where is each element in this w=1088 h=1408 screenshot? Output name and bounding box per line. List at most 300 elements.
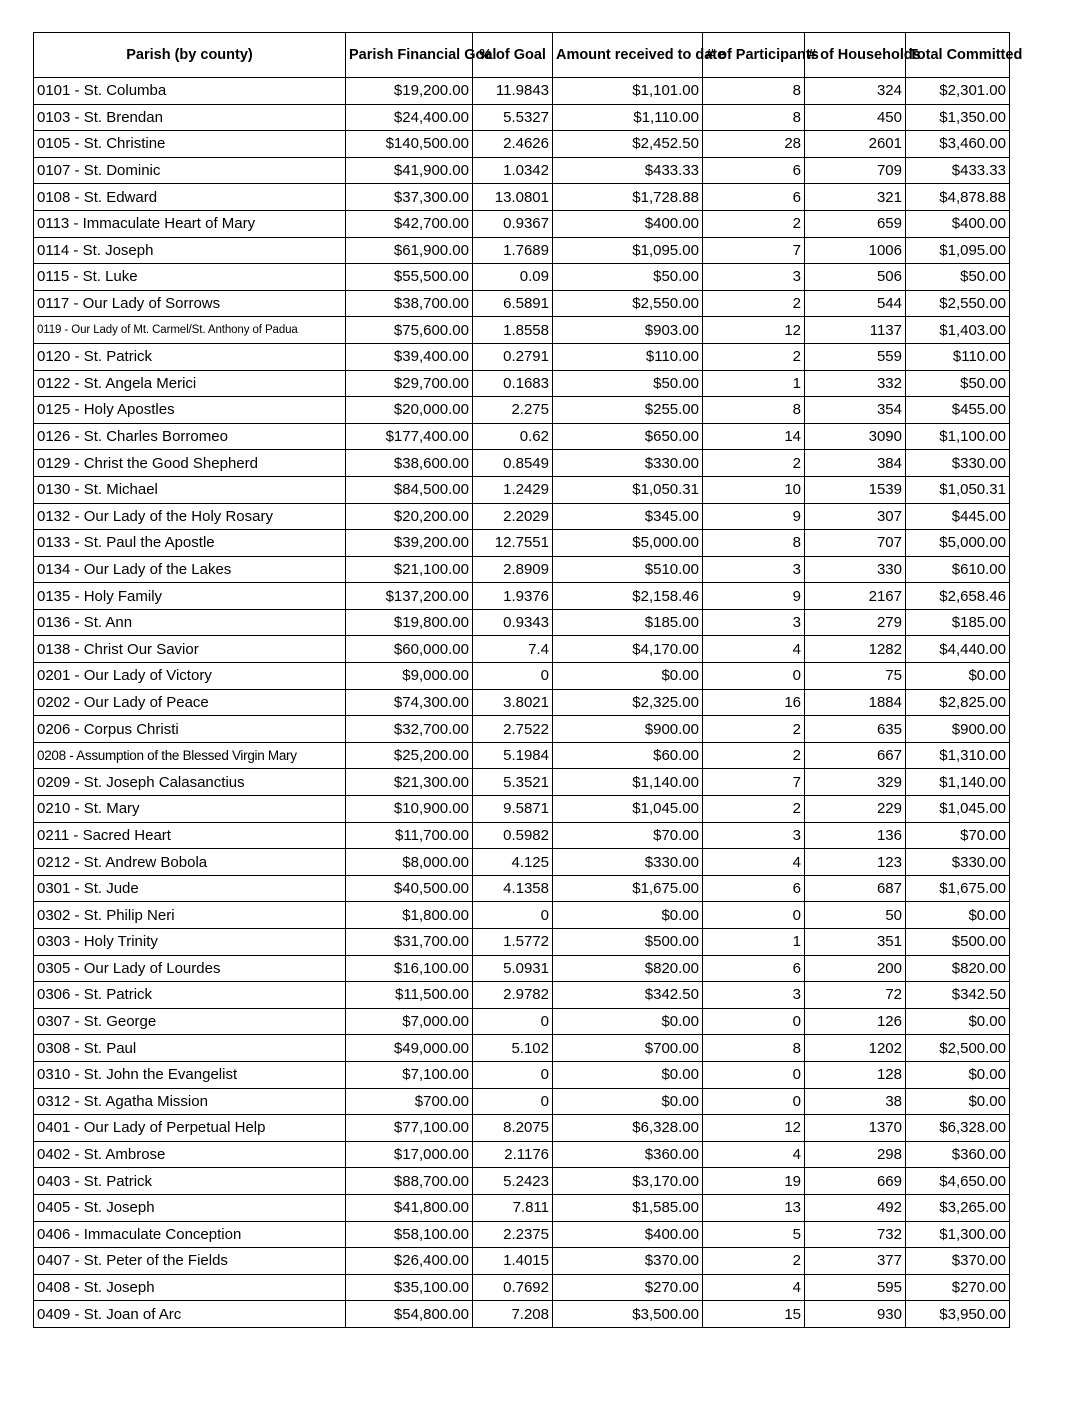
cell-participants: 8 bbox=[703, 78, 805, 105]
cell-amount-received: $50.00 bbox=[553, 370, 703, 397]
cell-participants: 0 bbox=[703, 1061, 805, 1088]
cell-parish-name: 0408 - St. Joseph bbox=[34, 1274, 346, 1301]
cell-financial-goal: $140,500.00 bbox=[346, 131, 473, 158]
table-row bbox=[34, 769, 1010, 796]
cell-amount-received: $510.00 bbox=[553, 556, 703, 583]
cell-amount-received: $1,095.00 bbox=[553, 237, 703, 264]
cell-participants: 4 bbox=[703, 1274, 805, 1301]
cell-total-committed: $70.00 bbox=[906, 822, 1010, 849]
cell-parish-name: 0103 - St. Brendan bbox=[34, 104, 346, 131]
cell-financial-goal: $29,700.00 bbox=[346, 370, 473, 397]
cell-participants: 15 bbox=[703, 1301, 805, 1328]
cell-total-committed: $1,310.00 bbox=[906, 742, 1010, 769]
cell-total-committed: $0.00 bbox=[906, 902, 1010, 929]
cell-pct-of-goal: 5.1984 bbox=[473, 742, 553, 769]
cell-households: 75 bbox=[805, 663, 906, 690]
table-row bbox=[34, 184, 1010, 211]
cell-amount-received: $0.00 bbox=[553, 663, 703, 690]
cell-parish-name: 0130 - St. Michael bbox=[34, 476, 346, 503]
cell-pct-of-goal: 2.8909 bbox=[473, 556, 553, 583]
cell-participants: 3 bbox=[703, 556, 805, 583]
cell-amount-received: $5,000.00 bbox=[553, 530, 703, 557]
cell-pct-of-goal: 1.2429 bbox=[473, 476, 553, 503]
cell-parish-name: 0136 - St. Ann bbox=[34, 609, 346, 636]
cell-total-committed: $2,301.00 bbox=[906, 78, 1010, 105]
cell-financial-goal: $41,900.00 bbox=[346, 157, 473, 184]
cell-total-committed: $6,328.00 bbox=[906, 1115, 1010, 1142]
cell-pct-of-goal: 5.5327 bbox=[473, 104, 553, 131]
table-row bbox=[34, 556, 1010, 583]
table-row bbox=[34, 849, 1010, 876]
cell-parish-name: 0212 - St. Andrew Bobola bbox=[34, 849, 346, 876]
cell-households: 354 bbox=[805, 397, 906, 424]
cell-households: 351 bbox=[805, 929, 906, 956]
cell-amount-received: $1,101.00 bbox=[553, 78, 703, 105]
cell-parish-name: 0119 - Our Lady of Mt. Carmel/St. Anthony of Padua bbox=[34, 317, 346, 344]
cell-parish-name: 0134 - Our Lady of the Lakes bbox=[34, 556, 346, 583]
cell-total-committed: $900.00 bbox=[906, 716, 1010, 743]
cell-households: 709 bbox=[805, 157, 906, 184]
table-row bbox=[34, 929, 1010, 956]
cell-households: 595 bbox=[805, 1274, 906, 1301]
table-row bbox=[34, 1248, 1010, 1275]
header-total-committed: Total Committed bbox=[906, 33, 1010, 78]
cell-financial-goal: $17,000.00 bbox=[346, 1141, 473, 1168]
cell-participants: 2 bbox=[703, 290, 805, 317]
table-body bbox=[34, 78, 1010, 1328]
cell-households: 38 bbox=[805, 1088, 906, 1115]
cell-pct-of-goal: 0.9343 bbox=[473, 609, 553, 636]
cell-participants: 0 bbox=[703, 663, 805, 690]
cell-amount-received: $1,728.88 bbox=[553, 184, 703, 211]
table-row bbox=[34, 157, 1010, 184]
cell-parish-name: 0120 - St. Patrick bbox=[34, 343, 346, 370]
cell-parish-name: 0113 - Immaculate Heart of Mary bbox=[34, 210, 346, 237]
cell-amount-received: $0.00 bbox=[553, 902, 703, 929]
cell-pct-of-goal: 1.9376 bbox=[473, 583, 553, 610]
cell-financial-goal: $1,800.00 bbox=[346, 902, 473, 929]
cell-amount-received: $60.00 bbox=[553, 742, 703, 769]
cell-total-committed: $3,460.00 bbox=[906, 131, 1010, 158]
cell-total-committed: $445.00 bbox=[906, 503, 1010, 530]
table-row bbox=[34, 1008, 1010, 1035]
cell-financial-goal: $61,900.00 bbox=[346, 237, 473, 264]
cell-amount-received: $1,140.00 bbox=[553, 769, 703, 796]
table-row bbox=[34, 636, 1010, 663]
cell-parish-name: 0114 - St. Joseph bbox=[34, 237, 346, 264]
cell-pct-of-goal: 1.8558 bbox=[473, 317, 553, 344]
cell-total-committed: $2,500.00 bbox=[906, 1035, 1010, 1062]
cell-amount-received: $2,452.50 bbox=[553, 131, 703, 158]
cell-financial-goal: $54,800.00 bbox=[346, 1301, 473, 1328]
cell-participants: 3 bbox=[703, 609, 805, 636]
cell-financial-goal: $9,000.00 bbox=[346, 663, 473, 690]
cell-parish-name: 0409 - St. Joan of Arc bbox=[34, 1301, 346, 1328]
table-row bbox=[34, 822, 1010, 849]
cell-participants: 3 bbox=[703, 822, 805, 849]
cell-pct-of-goal: 0.9367 bbox=[473, 210, 553, 237]
cell-participants: 19 bbox=[703, 1168, 805, 1195]
cell-total-committed: $330.00 bbox=[906, 849, 1010, 876]
cell-participants: 9 bbox=[703, 583, 805, 610]
table-row bbox=[34, 290, 1010, 317]
cell-financial-goal: $37,300.00 bbox=[346, 184, 473, 211]
cell-pct-of-goal: 0.7692 bbox=[473, 1274, 553, 1301]
cell-pct-of-goal: 11.9843 bbox=[473, 78, 553, 105]
cell-participants: 4 bbox=[703, 849, 805, 876]
cell-total-committed: $500.00 bbox=[906, 929, 1010, 956]
cell-parish-name: 0402 - St. Ambrose bbox=[34, 1141, 346, 1168]
cell-total-committed: $110.00 bbox=[906, 343, 1010, 370]
table-row bbox=[34, 104, 1010, 131]
cell-pct-of-goal: 0.62 bbox=[473, 423, 553, 450]
table-row bbox=[34, 796, 1010, 823]
cell-total-committed: $3,950.00 bbox=[906, 1301, 1010, 1328]
cell-pct-of-goal: 0.1683 bbox=[473, 370, 553, 397]
cell-parish-name: 0306 - St. Patrick bbox=[34, 982, 346, 1009]
cell-pct-of-goal: 0 bbox=[473, 1088, 553, 1115]
cell-pct-of-goal: 2.2029 bbox=[473, 503, 553, 530]
cell-pct-of-goal: 7.4 bbox=[473, 636, 553, 663]
cell-participants: 2 bbox=[703, 210, 805, 237]
cell-participants: 2 bbox=[703, 716, 805, 743]
cell-amount-received: $0.00 bbox=[553, 1061, 703, 1088]
cell-total-committed: $2,825.00 bbox=[906, 689, 1010, 716]
cell-amount-received: $700.00 bbox=[553, 1035, 703, 1062]
cell-parish-name: 0108 - St. Edward bbox=[34, 184, 346, 211]
cell-households: 1137 bbox=[805, 317, 906, 344]
header-participants: # of Participants bbox=[703, 33, 805, 78]
cell-parish-name: 0208 - Assumption of the Blessed Virgin Mary bbox=[34, 742, 346, 769]
cell-pct-of-goal: 0.5982 bbox=[473, 822, 553, 849]
cell-total-committed: $5,000.00 bbox=[906, 530, 1010, 557]
cell-parish-name: 0115 - St. Luke bbox=[34, 264, 346, 291]
parish-financial-table bbox=[33, 32, 1023, 1328]
cell-pct-of-goal: 0 bbox=[473, 902, 553, 929]
cell-total-committed: $50.00 bbox=[906, 264, 1010, 291]
cell-financial-goal: $38,600.00 bbox=[346, 450, 473, 477]
cell-total-committed: $4,878.88 bbox=[906, 184, 1010, 211]
cell-amount-received: $185.00 bbox=[553, 609, 703, 636]
cell-households: 1282 bbox=[805, 636, 906, 663]
cell-participants: 8 bbox=[703, 397, 805, 424]
cell-pct-of-goal: 5.0931 bbox=[473, 955, 553, 982]
cell-total-committed: $185.00 bbox=[906, 609, 1010, 636]
cell-financial-goal: $21,100.00 bbox=[346, 556, 473, 583]
table-row bbox=[34, 1221, 1010, 1248]
cell-participants: 6 bbox=[703, 184, 805, 211]
cell-pct-of-goal: 9.5871 bbox=[473, 796, 553, 823]
cell-financial-goal: $49,000.00 bbox=[346, 1035, 473, 1062]
cell-parish-name: 0101 - St. Columba bbox=[34, 78, 346, 105]
cell-participants: 4 bbox=[703, 1141, 805, 1168]
cell-pct-of-goal: 12.7551 bbox=[473, 530, 553, 557]
cell-pct-of-goal: 2.4626 bbox=[473, 131, 553, 158]
cell-pct-of-goal: 7.811 bbox=[473, 1194, 553, 1221]
cell-financial-goal: $40,500.00 bbox=[346, 875, 473, 902]
cell-pct-of-goal: 0 bbox=[473, 1061, 553, 1088]
cell-financial-goal: $16,100.00 bbox=[346, 955, 473, 982]
cell-participants: 2 bbox=[703, 450, 805, 477]
cell-participants: 0 bbox=[703, 902, 805, 929]
cell-parish-name: 0307 - St. George bbox=[34, 1008, 346, 1035]
cell-parish-name: 0301 - St. Jude bbox=[34, 875, 346, 902]
cell-amount-received: $1,585.00 bbox=[553, 1194, 703, 1221]
cell-financial-goal: $84,500.00 bbox=[346, 476, 473, 503]
cell-households: 635 bbox=[805, 716, 906, 743]
cell-total-committed: $330.00 bbox=[906, 450, 1010, 477]
cell-participants: 13 bbox=[703, 1194, 805, 1221]
cell-amount-received: $50.00 bbox=[553, 264, 703, 291]
cell-financial-goal: $10,900.00 bbox=[346, 796, 473, 823]
cell-parish-name: 0407 - St. Peter of the Fields bbox=[34, 1248, 346, 1275]
cell-financial-goal: $75,600.00 bbox=[346, 317, 473, 344]
cell-parish-name: 0403 - St. Patrick bbox=[34, 1168, 346, 1195]
cell-financial-goal: $41,800.00 bbox=[346, 1194, 473, 1221]
table-row bbox=[34, 1274, 1010, 1301]
cell-financial-goal: $11,500.00 bbox=[346, 982, 473, 1009]
cell-households: 330 bbox=[805, 556, 906, 583]
cell-pct-of-goal: 0 bbox=[473, 1008, 553, 1035]
cell-amount-received: $650.00 bbox=[553, 423, 703, 450]
cell-amount-received: $820.00 bbox=[553, 955, 703, 982]
cell-amount-received: $1,050.31 bbox=[553, 476, 703, 503]
table-row bbox=[34, 1035, 1010, 1062]
cell-total-committed: $4,650.00 bbox=[906, 1168, 1010, 1195]
cell-financial-goal: $74,300.00 bbox=[346, 689, 473, 716]
table-row bbox=[34, 742, 1010, 769]
cell-amount-received: $330.00 bbox=[553, 849, 703, 876]
cell-financial-goal: $8,000.00 bbox=[346, 849, 473, 876]
cell-households: 136 bbox=[805, 822, 906, 849]
cell-pct-of-goal: 3.8021 bbox=[473, 689, 553, 716]
cell-amount-received: $900.00 bbox=[553, 716, 703, 743]
cell-amount-received: $903.00 bbox=[553, 317, 703, 344]
cell-pct-of-goal: 4.125 bbox=[473, 849, 553, 876]
cell-parish-name: 0202 - Our Lady of Peace bbox=[34, 689, 346, 716]
cell-pct-of-goal: 2.9782 bbox=[473, 982, 553, 1009]
cell-parish-name: 0405 - St. Joseph bbox=[34, 1194, 346, 1221]
cell-pct-of-goal: 1.5772 bbox=[473, 929, 553, 956]
cell-financial-goal: $11,700.00 bbox=[346, 822, 473, 849]
cell-amount-received: $6,328.00 bbox=[553, 1115, 703, 1142]
cell-total-committed: $433.33 bbox=[906, 157, 1010, 184]
cell-participants: 8 bbox=[703, 1035, 805, 1062]
cell-financial-goal: $60,000.00 bbox=[346, 636, 473, 663]
table-row bbox=[34, 131, 1010, 158]
cell-pct-of-goal: 7.208 bbox=[473, 1301, 553, 1328]
cell-pct-of-goal: 5.3521 bbox=[473, 769, 553, 796]
cell-financial-goal: $31,700.00 bbox=[346, 929, 473, 956]
cell-participants: 6 bbox=[703, 955, 805, 982]
cell-participants: 16 bbox=[703, 689, 805, 716]
cell-participants: 1 bbox=[703, 370, 805, 397]
cell-parish-name: 0303 - Holy Trinity bbox=[34, 929, 346, 956]
cell-households: 687 bbox=[805, 875, 906, 902]
table-row bbox=[34, 264, 1010, 291]
cell-financial-goal: $19,800.00 bbox=[346, 609, 473, 636]
table-row bbox=[34, 663, 1010, 690]
cell-parish-name: 0310 - St. John the Evangelist bbox=[34, 1061, 346, 1088]
cell-total-committed: $1,300.00 bbox=[906, 1221, 1010, 1248]
cell-households: 229 bbox=[805, 796, 906, 823]
cell-households: 3090 bbox=[805, 423, 906, 450]
cell-parish-name: 0406 - Immaculate Conception bbox=[34, 1221, 346, 1248]
table-row bbox=[34, 343, 1010, 370]
cell-total-committed: $0.00 bbox=[906, 663, 1010, 690]
table-row bbox=[34, 982, 1010, 1009]
cell-participants: 7 bbox=[703, 769, 805, 796]
cell-total-committed: $0.00 bbox=[906, 1061, 1010, 1088]
cell-participants: 8 bbox=[703, 104, 805, 131]
cell-pct-of-goal: 5.102 bbox=[473, 1035, 553, 1062]
cell-parish-name: 0138 - Christ Our Savior bbox=[34, 636, 346, 663]
cell-financial-goal: $38,700.00 bbox=[346, 290, 473, 317]
cell-households: 1006 bbox=[805, 237, 906, 264]
cell-households: 707 bbox=[805, 530, 906, 557]
cell-amount-received: $4,170.00 bbox=[553, 636, 703, 663]
cell-financial-goal: $35,100.00 bbox=[346, 1274, 473, 1301]
cell-participants: 0 bbox=[703, 1088, 805, 1115]
cell-households: 307 bbox=[805, 503, 906, 530]
table-row bbox=[34, 423, 1010, 450]
cell-households: 669 bbox=[805, 1168, 906, 1195]
cell-households: 72 bbox=[805, 982, 906, 1009]
cell-participants: 28 bbox=[703, 131, 805, 158]
header-row bbox=[34, 33, 1010, 78]
header-amount-received: Amount received to date bbox=[553, 33, 703, 78]
cell-participants: 10 bbox=[703, 476, 805, 503]
header-households: # of Households bbox=[805, 33, 906, 78]
cell-total-committed: $1,403.00 bbox=[906, 317, 1010, 344]
table-row bbox=[34, 1061, 1010, 1088]
cell-households: 1370 bbox=[805, 1115, 906, 1142]
cell-financial-goal: $20,000.00 bbox=[346, 397, 473, 424]
cell-households: 50 bbox=[805, 902, 906, 929]
cell-households: 732 bbox=[805, 1221, 906, 1248]
table-row bbox=[34, 955, 1010, 982]
table-row bbox=[34, 397, 1010, 424]
cell-participants: 5 bbox=[703, 1221, 805, 1248]
cell-total-committed: $342.50 bbox=[906, 982, 1010, 1009]
cell-pct-of-goal: 1.0342 bbox=[473, 157, 553, 184]
cell-households: 384 bbox=[805, 450, 906, 477]
cell-pct-of-goal: 0.8549 bbox=[473, 450, 553, 477]
cell-total-committed: $820.00 bbox=[906, 955, 1010, 982]
cell-participants: 8 bbox=[703, 530, 805, 557]
cell-households: 324 bbox=[805, 78, 906, 105]
cell-households: 123 bbox=[805, 849, 906, 876]
cell-participants: 14 bbox=[703, 423, 805, 450]
table-row bbox=[34, 902, 1010, 929]
cell-participants: 6 bbox=[703, 875, 805, 902]
cell-amount-received: $330.00 bbox=[553, 450, 703, 477]
cell-total-committed: $2,550.00 bbox=[906, 290, 1010, 317]
cell-parish-name: 0107 - St. Dominic bbox=[34, 157, 346, 184]
cell-parish-name: 0305 - Our Lady of Lourdes bbox=[34, 955, 346, 982]
cell-parish-name: 0135 - Holy Family bbox=[34, 583, 346, 610]
table-row bbox=[34, 1141, 1010, 1168]
cell-participants: 7 bbox=[703, 237, 805, 264]
cell-households: 506 bbox=[805, 264, 906, 291]
cell-households: 544 bbox=[805, 290, 906, 317]
cell-total-committed: $270.00 bbox=[906, 1274, 1010, 1301]
cell-participants: 2 bbox=[703, 742, 805, 769]
cell-financial-goal: $32,700.00 bbox=[346, 716, 473, 743]
cell-total-committed: $3,265.00 bbox=[906, 1194, 1010, 1221]
table-row bbox=[34, 530, 1010, 557]
table-row bbox=[34, 476, 1010, 503]
cell-pct-of-goal: 0 bbox=[473, 663, 553, 690]
cell-pct-of-goal: 4.1358 bbox=[473, 875, 553, 902]
table-row bbox=[34, 1194, 1010, 1221]
cell-financial-goal: $700.00 bbox=[346, 1088, 473, 1115]
cell-amount-received: $1,675.00 bbox=[553, 875, 703, 902]
cell-pct-of-goal: 1.4015 bbox=[473, 1248, 553, 1275]
cell-participants: 3 bbox=[703, 264, 805, 291]
cell-financial-goal: $39,400.00 bbox=[346, 343, 473, 370]
cell-households: 559 bbox=[805, 343, 906, 370]
cell-households: 200 bbox=[805, 955, 906, 982]
table-row bbox=[34, 1088, 1010, 1115]
table-row bbox=[34, 716, 1010, 743]
cell-financial-goal: $177,400.00 bbox=[346, 423, 473, 450]
cell-pct-of-goal: 5.2423 bbox=[473, 1168, 553, 1195]
cell-parish-name: 0308 - St. Paul bbox=[34, 1035, 346, 1062]
cell-households: 279 bbox=[805, 609, 906, 636]
cell-parish-name: 0125 - Holy Apostles bbox=[34, 397, 346, 424]
table-row bbox=[34, 1115, 1010, 1142]
cell-pct-of-goal: 8.2075 bbox=[473, 1115, 553, 1142]
table-row bbox=[34, 1168, 1010, 1195]
cell-total-committed: $4,440.00 bbox=[906, 636, 1010, 663]
cell-households: 2167 bbox=[805, 583, 906, 610]
cell-parish-name: 0211 - Sacred Heart bbox=[34, 822, 346, 849]
cell-parish-name: 0129 - Christ the Good Shepherd bbox=[34, 450, 346, 477]
cell-financial-goal: $7,000.00 bbox=[346, 1008, 473, 1035]
cell-parish-name: 0133 - St. Paul the Apostle bbox=[34, 530, 346, 557]
cell-total-committed: $0.00 bbox=[906, 1008, 1010, 1035]
cell-financial-goal: $24,400.00 bbox=[346, 104, 473, 131]
cell-amount-received: $370.00 bbox=[553, 1248, 703, 1275]
cell-households: 329 bbox=[805, 769, 906, 796]
cell-parish-name: 0302 - St. Philip Neri bbox=[34, 902, 346, 929]
cell-pct-of-goal: 2.275 bbox=[473, 397, 553, 424]
cell-financial-goal: $20,200.00 bbox=[346, 503, 473, 530]
cell-total-committed: $0.00 bbox=[906, 1088, 1010, 1115]
cell-financial-goal: $137,200.00 bbox=[346, 583, 473, 610]
cell-total-committed: $400.00 bbox=[906, 210, 1010, 237]
table-row bbox=[34, 317, 1010, 344]
cell-financial-goal: $58,100.00 bbox=[346, 1221, 473, 1248]
cell-total-committed: $1,050.31 bbox=[906, 476, 1010, 503]
cell-participants: 6 bbox=[703, 157, 805, 184]
cell-participants: 2 bbox=[703, 1248, 805, 1275]
cell-total-committed: $455.00 bbox=[906, 397, 1010, 424]
cell-amount-received: $2,158.46 bbox=[553, 583, 703, 610]
cell-amount-received: $70.00 bbox=[553, 822, 703, 849]
cell-households: 321 bbox=[805, 184, 906, 211]
header-goal: Parish Financial Goal bbox=[346, 33, 473, 78]
cell-households: 450 bbox=[805, 104, 906, 131]
table-row bbox=[34, 609, 1010, 636]
cell-parish-name: 0126 - St. Charles Borromeo bbox=[34, 423, 346, 450]
cell-parish-name: 0206 - Corpus Christi bbox=[34, 716, 346, 743]
table-row bbox=[34, 370, 1010, 397]
cell-amount-received: $2,325.00 bbox=[553, 689, 703, 716]
table-row bbox=[34, 237, 1010, 264]
cell-total-committed: $50.00 bbox=[906, 370, 1010, 397]
